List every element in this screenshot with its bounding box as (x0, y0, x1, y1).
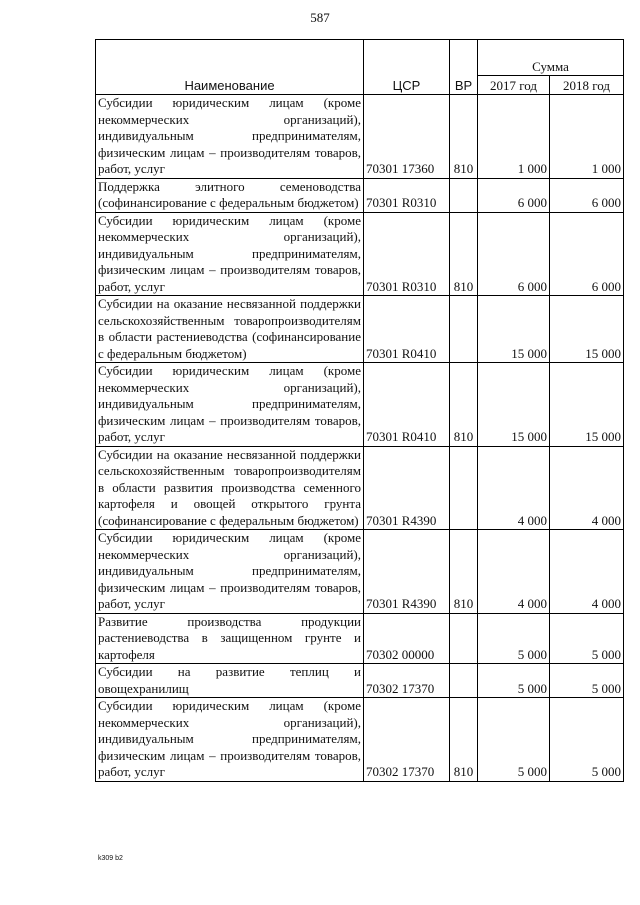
row-vr: 810 (450, 95, 478, 179)
row-sum-2017: 5 000 (478, 664, 550, 698)
table-row (96, 212, 624, 296)
row-name: Развитие производства продукции растениеводства в защищенном грунте и картофеля (96, 613, 364, 664)
row-name: Субсидии юридическим лицам (кроме некоммерческих организаций), индивидуальным предпринимателям, физическим лицам – производителям товаров, работ, услуг (96, 95, 364, 179)
row-sum-2017: 5 000 (478, 698, 550, 782)
row-vr (450, 178, 478, 212)
row-vr: 810 (450, 212, 478, 296)
table-row (96, 664, 624, 698)
row-sum-2017: 15 000 (478, 296, 550, 363)
row-vr (450, 446, 478, 530)
row-sum-2017: 6 000 (478, 212, 550, 296)
row-sum-2017: 4 000 (478, 530, 550, 614)
row-sum-2018: 15 000 (550, 296, 624, 363)
row-sum-2017: 4 000 (478, 446, 550, 530)
row-sum-2018: 5 000 (550, 664, 624, 698)
table-row (96, 178, 624, 212)
row-sum-2017: 5 000 (478, 613, 550, 664)
table-row (96, 613, 624, 664)
table-row (96, 95, 624, 179)
row-name: Субсидии юридическим лицам (кроме некоммерческих организаций), индивидуальным предпринимателям, физическим лицам – производителям товаров, работ, услуг (96, 530, 364, 614)
row-code: 70302 17370 (364, 698, 450, 782)
table-row (96, 446, 624, 530)
row-sum-2018: 4 000 (550, 446, 624, 530)
row-name: Субсидии на развитие теплиц и овощехранилищ (96, 664, 364, 698)
row-code: 70302 17370 (364, 664, 450, 698)
row-code: 70301 R0410 (364, 296, 450, 363)
row-code: 70302 00000 (364, 613, 450, 664)
table-row (96, 530, 624, 614)
row-name: Субсидии юридическим лицам (кроме некоммерческих организаций), индивидуальным предпринимателям, физическим лицам – производителям товаров, работ, услуг (96, 698, 364, 782)
row-code: 70301 17360 (364, 95, 450, 179)
header-sum: Сумма (478, 40, 624, 76)
footer-code: k309 b2 (98, 855, 123, 862)
row-sum-2018: 4 000 (550, 530, 624, 614)
header-year-2017: 2017 год (478, 76, 550, 95)
row-code: 70301 R0310 (364, 178, 450, 212)
header-vr: ВР (450, 40, 478, 95)
header-name: Наименование (96, 40, 364, 95)
table-row (96, 698, 624, 782)
row-sum-2018: 15 000 (550, 363, 624, 447)
row-vr (450, 664, 478, 698)
page-number: 587 (310, 10, 330, 25)
row-sum-2017: 1 000 (478, 95, 550, 179)
row-name: Субсидии юридическим лицам (кроме некоммерческих организаций), индивидуальным предпринимателям, физическим лицам – производителям товаров, работ, услуг (96, 363, 364, 447)
row-vr: 810 (450, 698, 478, 782)
row-sum-2017: 15 000 (478, 363, 550, 447)
row-name: Субсидии на оказание несвязанной поддержки сельскохозяйственным товаропроизводителям в области развития производства семенного картофеля и овощей открытого грунта (софинансирование с федеральным бюджетом) (96, 446, 364, 530)
row-sum-2018: 1 000 (550, 95, 624, 179)
row-code: 70301 R4390 (364, 446, 450, 530)
table-body (96, 95, 624, 782)
row-vr: 810 (450, 363, 478, 447)
header-year-2018: 2018 год (550, 76, 624, 95)
row-name: Субсидии на оказание несвязанной поддержки сельскохозяйственным товаропроизводителям в области растениеводства (софинансирование с федеральным бюджетом) (96, 296, 364, 363)
row-sum-2017: 6 000 (478, 178, 550, 212)
table-row (96, 363, 624, 447)
row-sum-2018: 6 000 (550, 212, 624, 296)
row-sum-2018: 6 000 (550, 178, 624, 212)
row-name: Субсидии юридическим лицам (кроме некоммерческих организаций), индивидуальным предпринимателям, физическим лицам – производителям товаров, работ, услуг (96, 212, 364, 296)
row-vr: 810 (450, 530, 478, 614)
row-sum-2018: 5 000 (550, 613, 624, 664)
row-code: 70301 R0310 (364, 212, 450, 296)
row-vr (450, 613, 478, 664)
row-sum-2018: 5 000 (550, 698, 624, 782)
table-row (96, 296, 624, 363)
row-code: 70301 R0410 (364, 363, 450, 447)
row-name: Поддержка элитного семеноводства (софинансирование с федеральным бюджетом) (96, 178, 364, 212)
row-code: 70301 R4390 (364, 530, 450, 614)
budget-table (95, 39, 624, 782)
row-vr (450, 296, 478, 363)
header-code: ЦСР (364, 40, 450, 95)
